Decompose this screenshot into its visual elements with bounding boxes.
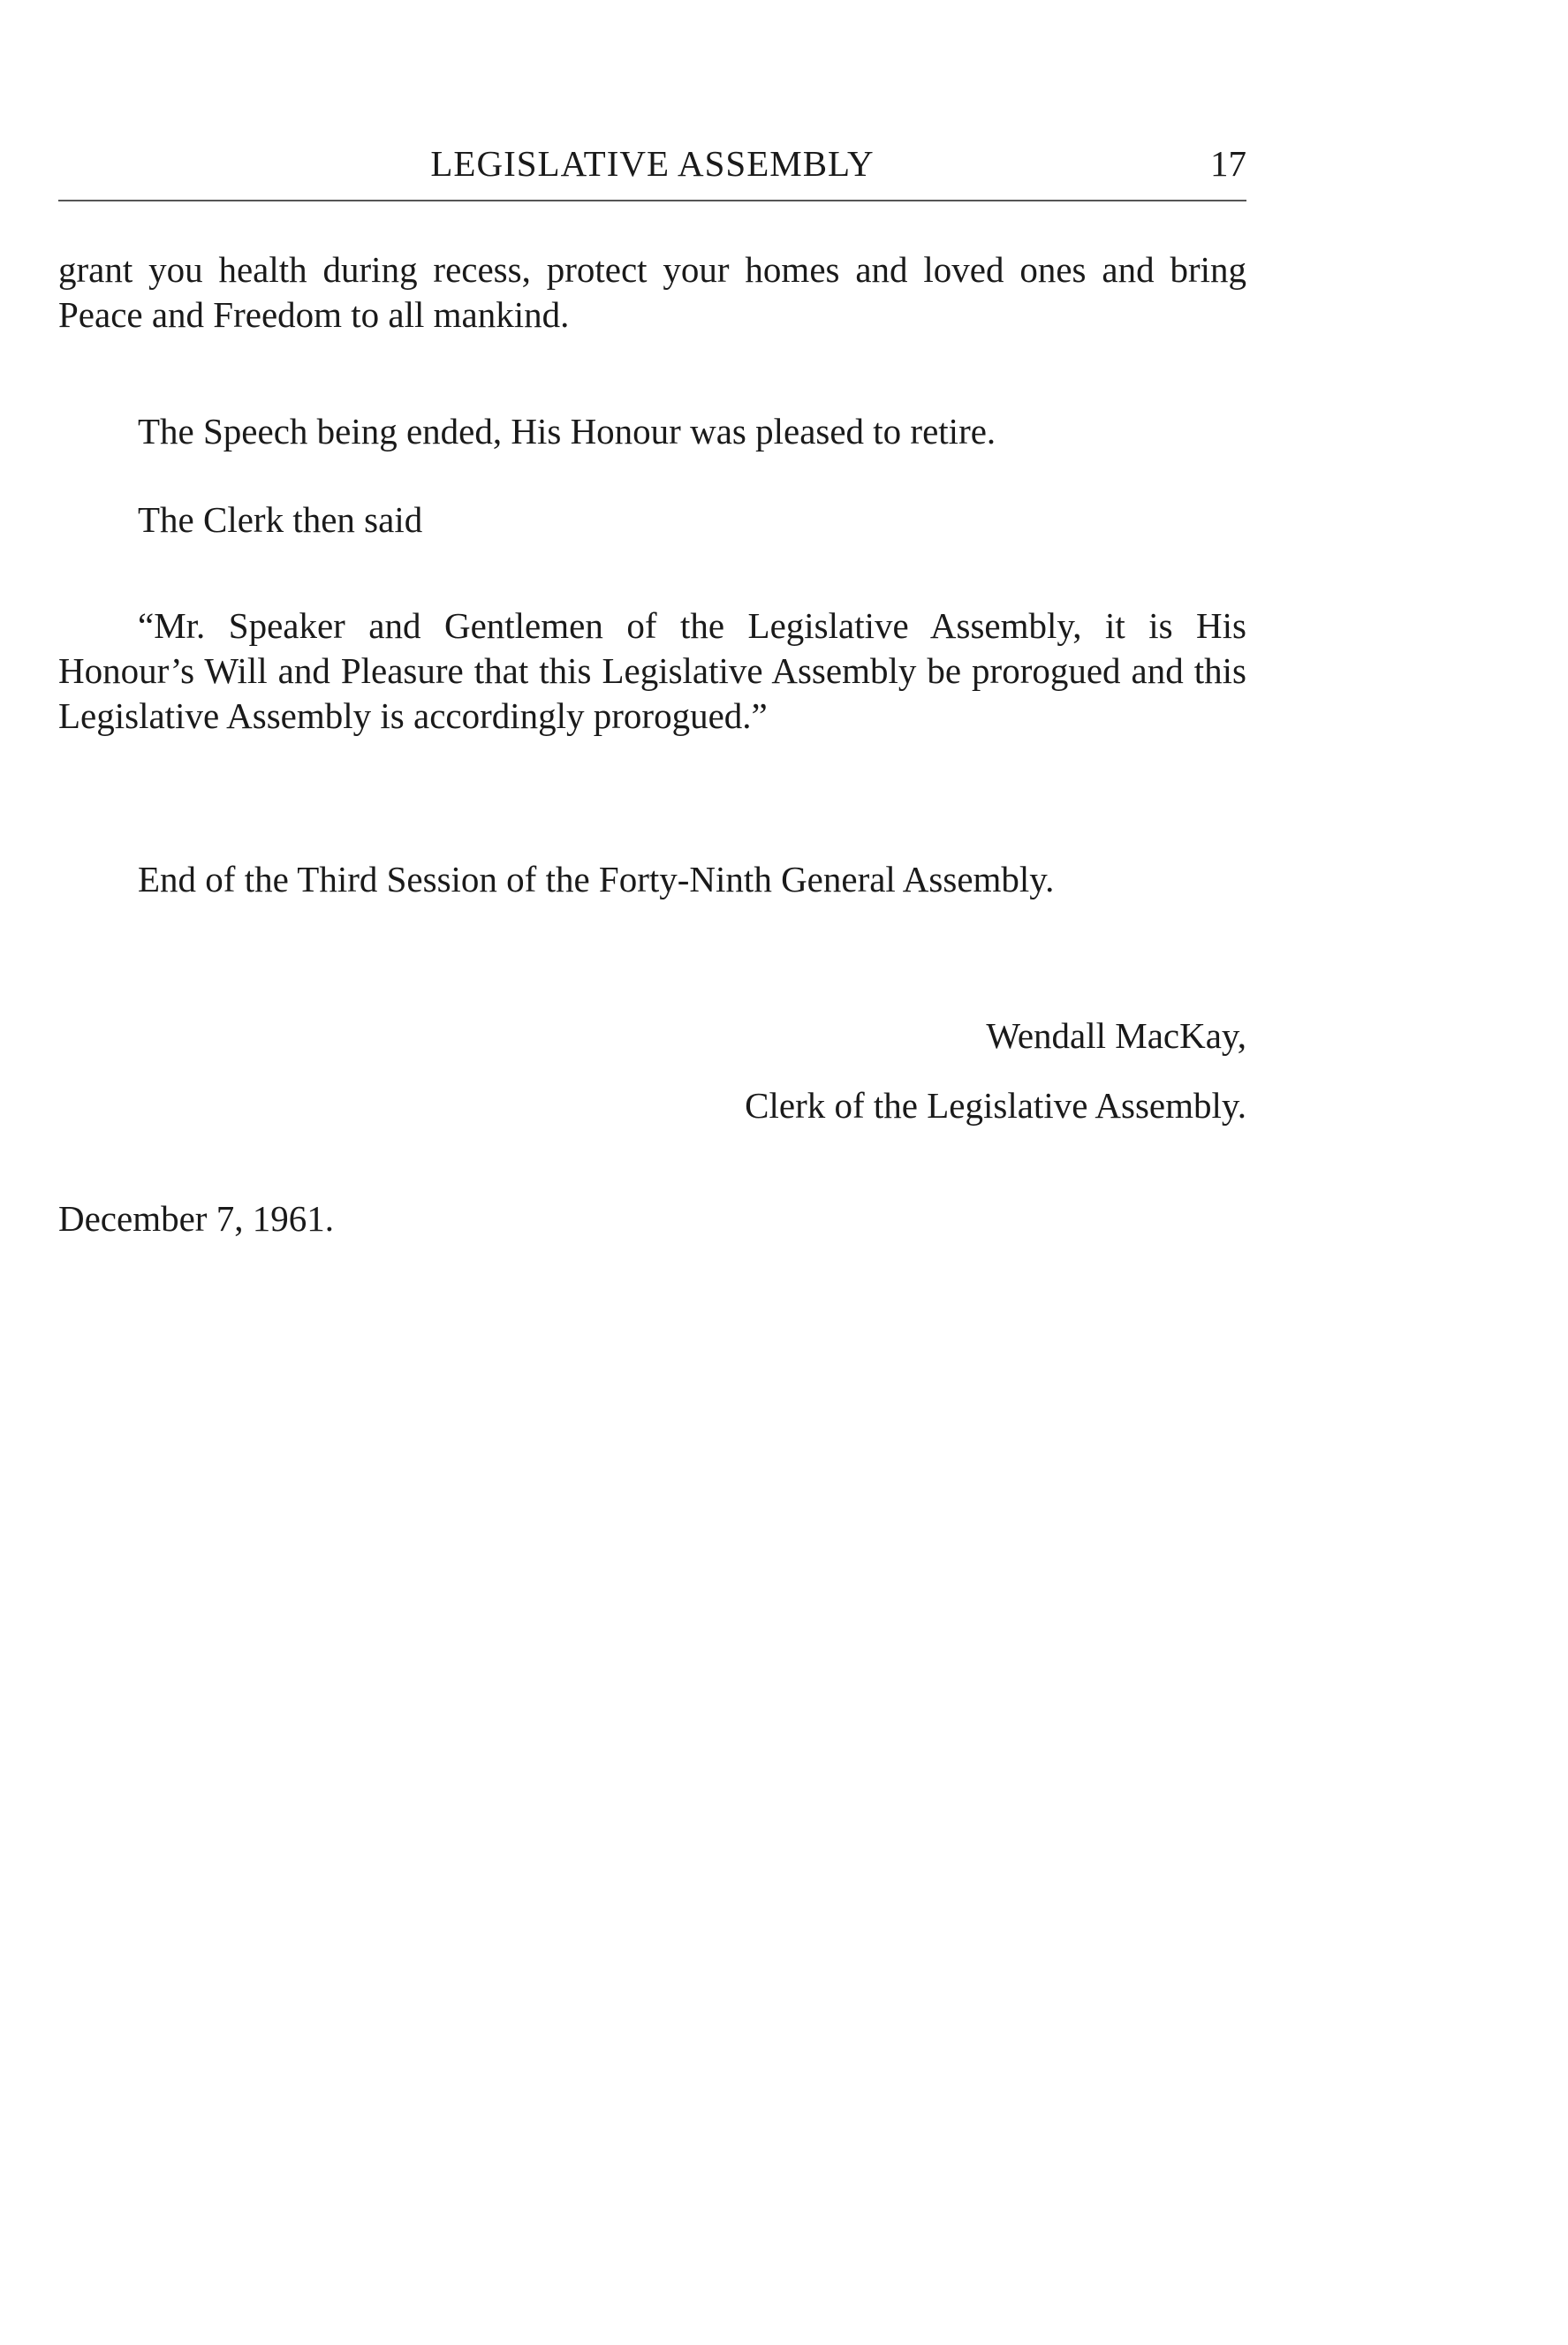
paragraph-text: “Mr. Speaker and Gentlemen of the Legislative Assembly, it is His Honour’s Will and Pleasure that this Legislative Assembly be prorogued and this Legislative Assembly is accordingly prorogued.” [58, 605, 1246, 736]
header-rule [58, 200, 1246, 201]
running-title: LEGISLATIVE ASSEMBLY [430, 143, 875, 184]
signature-title: Clerk of the Legislative Assembly. [745, 1085, 1246, 1126]
paragraph-clerk-said [58, 497, 1246, 543]
paragraph-continuation [58, 247, 1246, 338]
paragraph-speech-ended [58, 409, 1246, 454]
paragraph-end-of-session [58, 857, 1246, 902]
paragraph-prorogation-quote [58, 603, 1246, 739]
page-number: 17 [1210, 143, 1246, 184]
paragraph-text: The Clerk then said [138, 499, 423, 540]
running-head [58, 137, 1246, 190]
signature-name: Wendall MacKay, [986, 1015, 1246, 1056]
paragraph-text: grant you health during recess, protect your homes and loved ones and bring Peace and Freedom to all mankind. [58, 249, 1246, 335]
paragraph-text: End of the Third Session of the Forty-Ninth General Assembly. [138, 859, 1055, 899]
paragraph-text: The Speech being ended, His Honour was pleased to retire. [138, 411, 996, 452]
document-date: December 7, 1961. [58, 1198, 334, 1239]
